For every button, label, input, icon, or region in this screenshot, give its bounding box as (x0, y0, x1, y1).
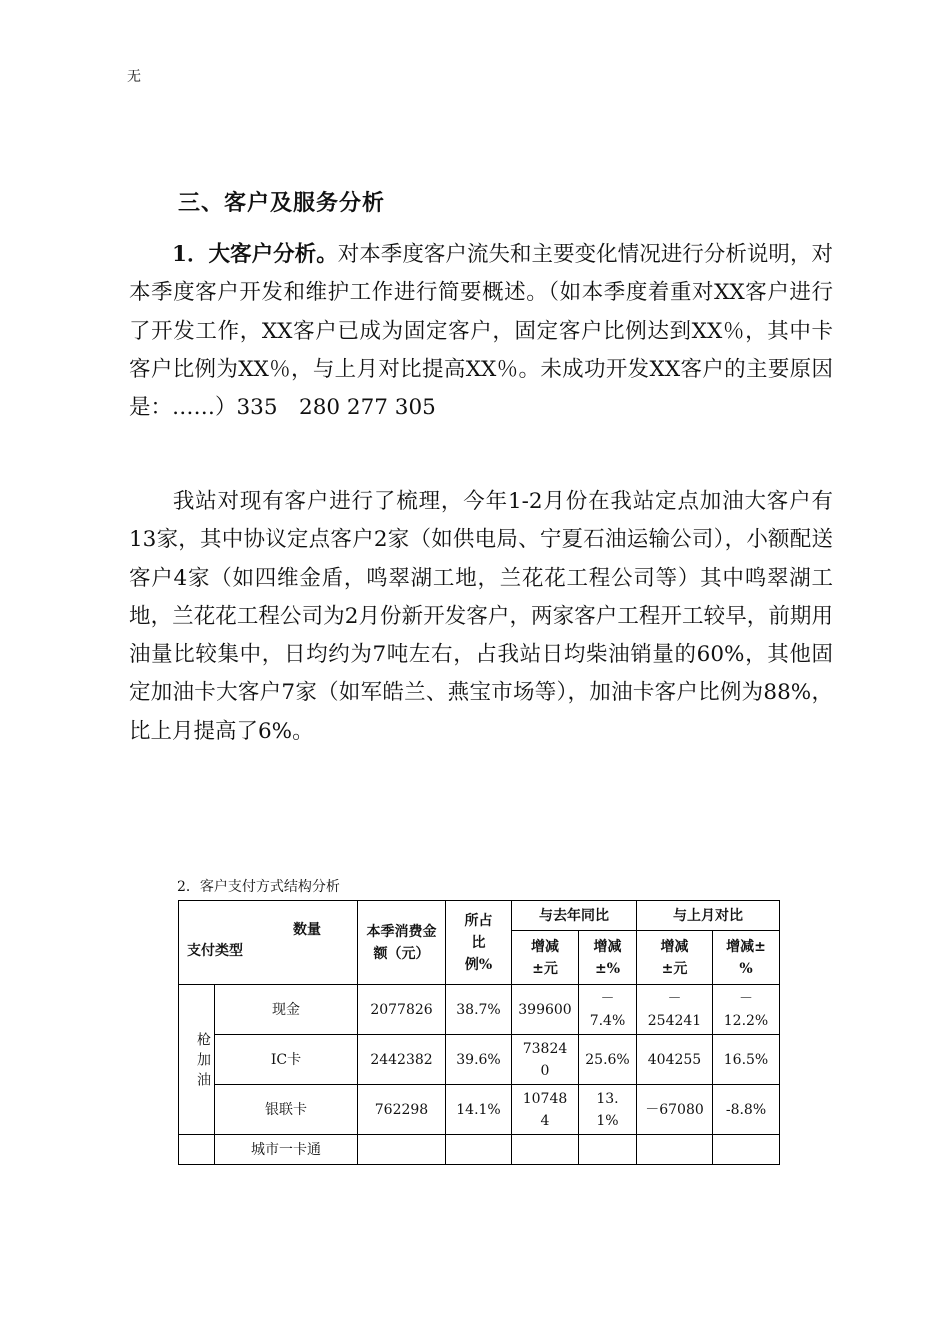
cell-amount (358, 1135, 446, 1165)
header-amount: 本季消费金额（元） (358, 901, 446, 985)
cell-type: 银联卡 (215, 1085, 358, 1135)
payment-structure-table (178, 900, 780, 1165)
cell-share (446, 1135, 512, 1165)
paragraph-large-customer (129, 236, 833, 427)
table-caption: 2．客户支付方式结构分析 (177, 879, 340, 895)
cell-yoy-percent: 25.6% (579, 1035, 637, 1085)
cell-mom-percent: -8.8% (713, 1085, 780, 1135)
cell-yoy-amount: 107484 (512, 1085, 579, 1135)
cell-amount: 2442382 (358, 1035, 446, 1085)
cell-yoy-amount: 399600 (512, 985, 579, 1035)
cell-yoy-percent: 13.1% (579, 1085, 637, 1135)
header-payment-type: 支付类型 (187, 943, 243, 959)
table-row (179, 985, 780, 1035)
cell-type: 现金 (215, 985, 358, 1035)
cell-yoy-percent: －7.4% (579, 985, 637, 1035)
cell-amount: 762298 (358, 1085, 446, 1135)
table-row (179, 1135, 780, 1165)
header-share: 所占比例% (446, 901, 512, 985)
cell-share: 14.1% (446, 1085, 512, 1135)
table-row (179, 1085, 780, 1135)
cell-type: 城市一卡通 (215, 1135, 358, 1165)
header-quantity: 数量 (293, 922, 321, 938)
paragraph-body: 我站对现有客户进行了梳理，今年1-2月份在我站定点加油大客户有13家，其中协议定点客户2家（如供电局、宁夏石油运输公司），小额配送客户4家（如四维金盾，鸣翠湖工地，兰花花工程公司等）其中鸣翠湖工地，兰花花工程公司为2月份新开发客户，两家客户工程开工较早，前期用油量比较集中，日均约为7吨左右，占我站日均柴油销量的60%，其他固定加油卡大客户7家（如军皓兰、燕宝市场等），加油卡客户比例为88%，比上月提高了6%。 (129, 489, 833, 744)
cell-mom-amount: 404255 (637, 1035, 713, 1085)
cell-share: 38.7% (446, 985, 512, 1035)
header-mom: 与上月对比 (637, 901, 780, 931)
cell-share: 39.6% (446, 1035, 512, 1085)
paragraph-customer-review (129, 483, 833, 751)
cell-yoy-amount: 738240 (512, 1035, 579, 1085)
cell-mom-percent: －12.2% (713, 985, 780, 1035)
group-label-empty (179, 1135, 215, 1165)
page-header: 无 (127, 69, 141, 85)
cell-mom-amount (637, 1135, 713, 1165)
header-yoy: 与去年同比 (512, 901, 637, 931)
cell-mom-amount: －67080 (637, 1085, 713, 1135)
header-mom-percent: 增减±% (713, 931, 780, 985)
cell-mom-percent (713, 1135, 780, 1165)
header-yoy-amount: 增减±元 (512, 931, 579, 985)
group-label-gun-refuel: 枪加油 (179, 985, 215, 1135)
cell-amount: 2077826 (358, 985, 446, 1035)
cell-mom-percent: 16.5% (713, 1035, 780, 1085)
cell-type: IC卡 (215, 1035, 358, 1085)
paragraph-lead: 1．大客户分析。 (172, 242, 338, 267)
header-mom-amount: 增减±元 (637, 931, 713, 985)
table-row (179, 1035, 780, 1085)
header-yoy-percent: 增减±% (579, 931, 637, 985)
cell-yoy-amount (512, 1135, 579, 1165)
diagonal-header-cell (179, 901, 358, 985)
cell-yoy-percent (579, 1135, 637, 1165)
section-title: 三、客户及服务分析 (178, 190, 386, 216)
cell-mom-amount: －254241 (637, 985, 713, 1035)
paragraph-body: 对本季度客户流失和主要变化情况进行分析说明，对本季度客户开发和维护工作进行简要概述。（如本季度着重对XX客户进行了开发工作，XX客户已成为固定客户，固定客户比例达到XX％，其中卡客户比例为XX％，与上月对比提高XX％。未成功开发XX客户的主要原因是：……）335 280 277 305 (129, 242, 833, 421)
